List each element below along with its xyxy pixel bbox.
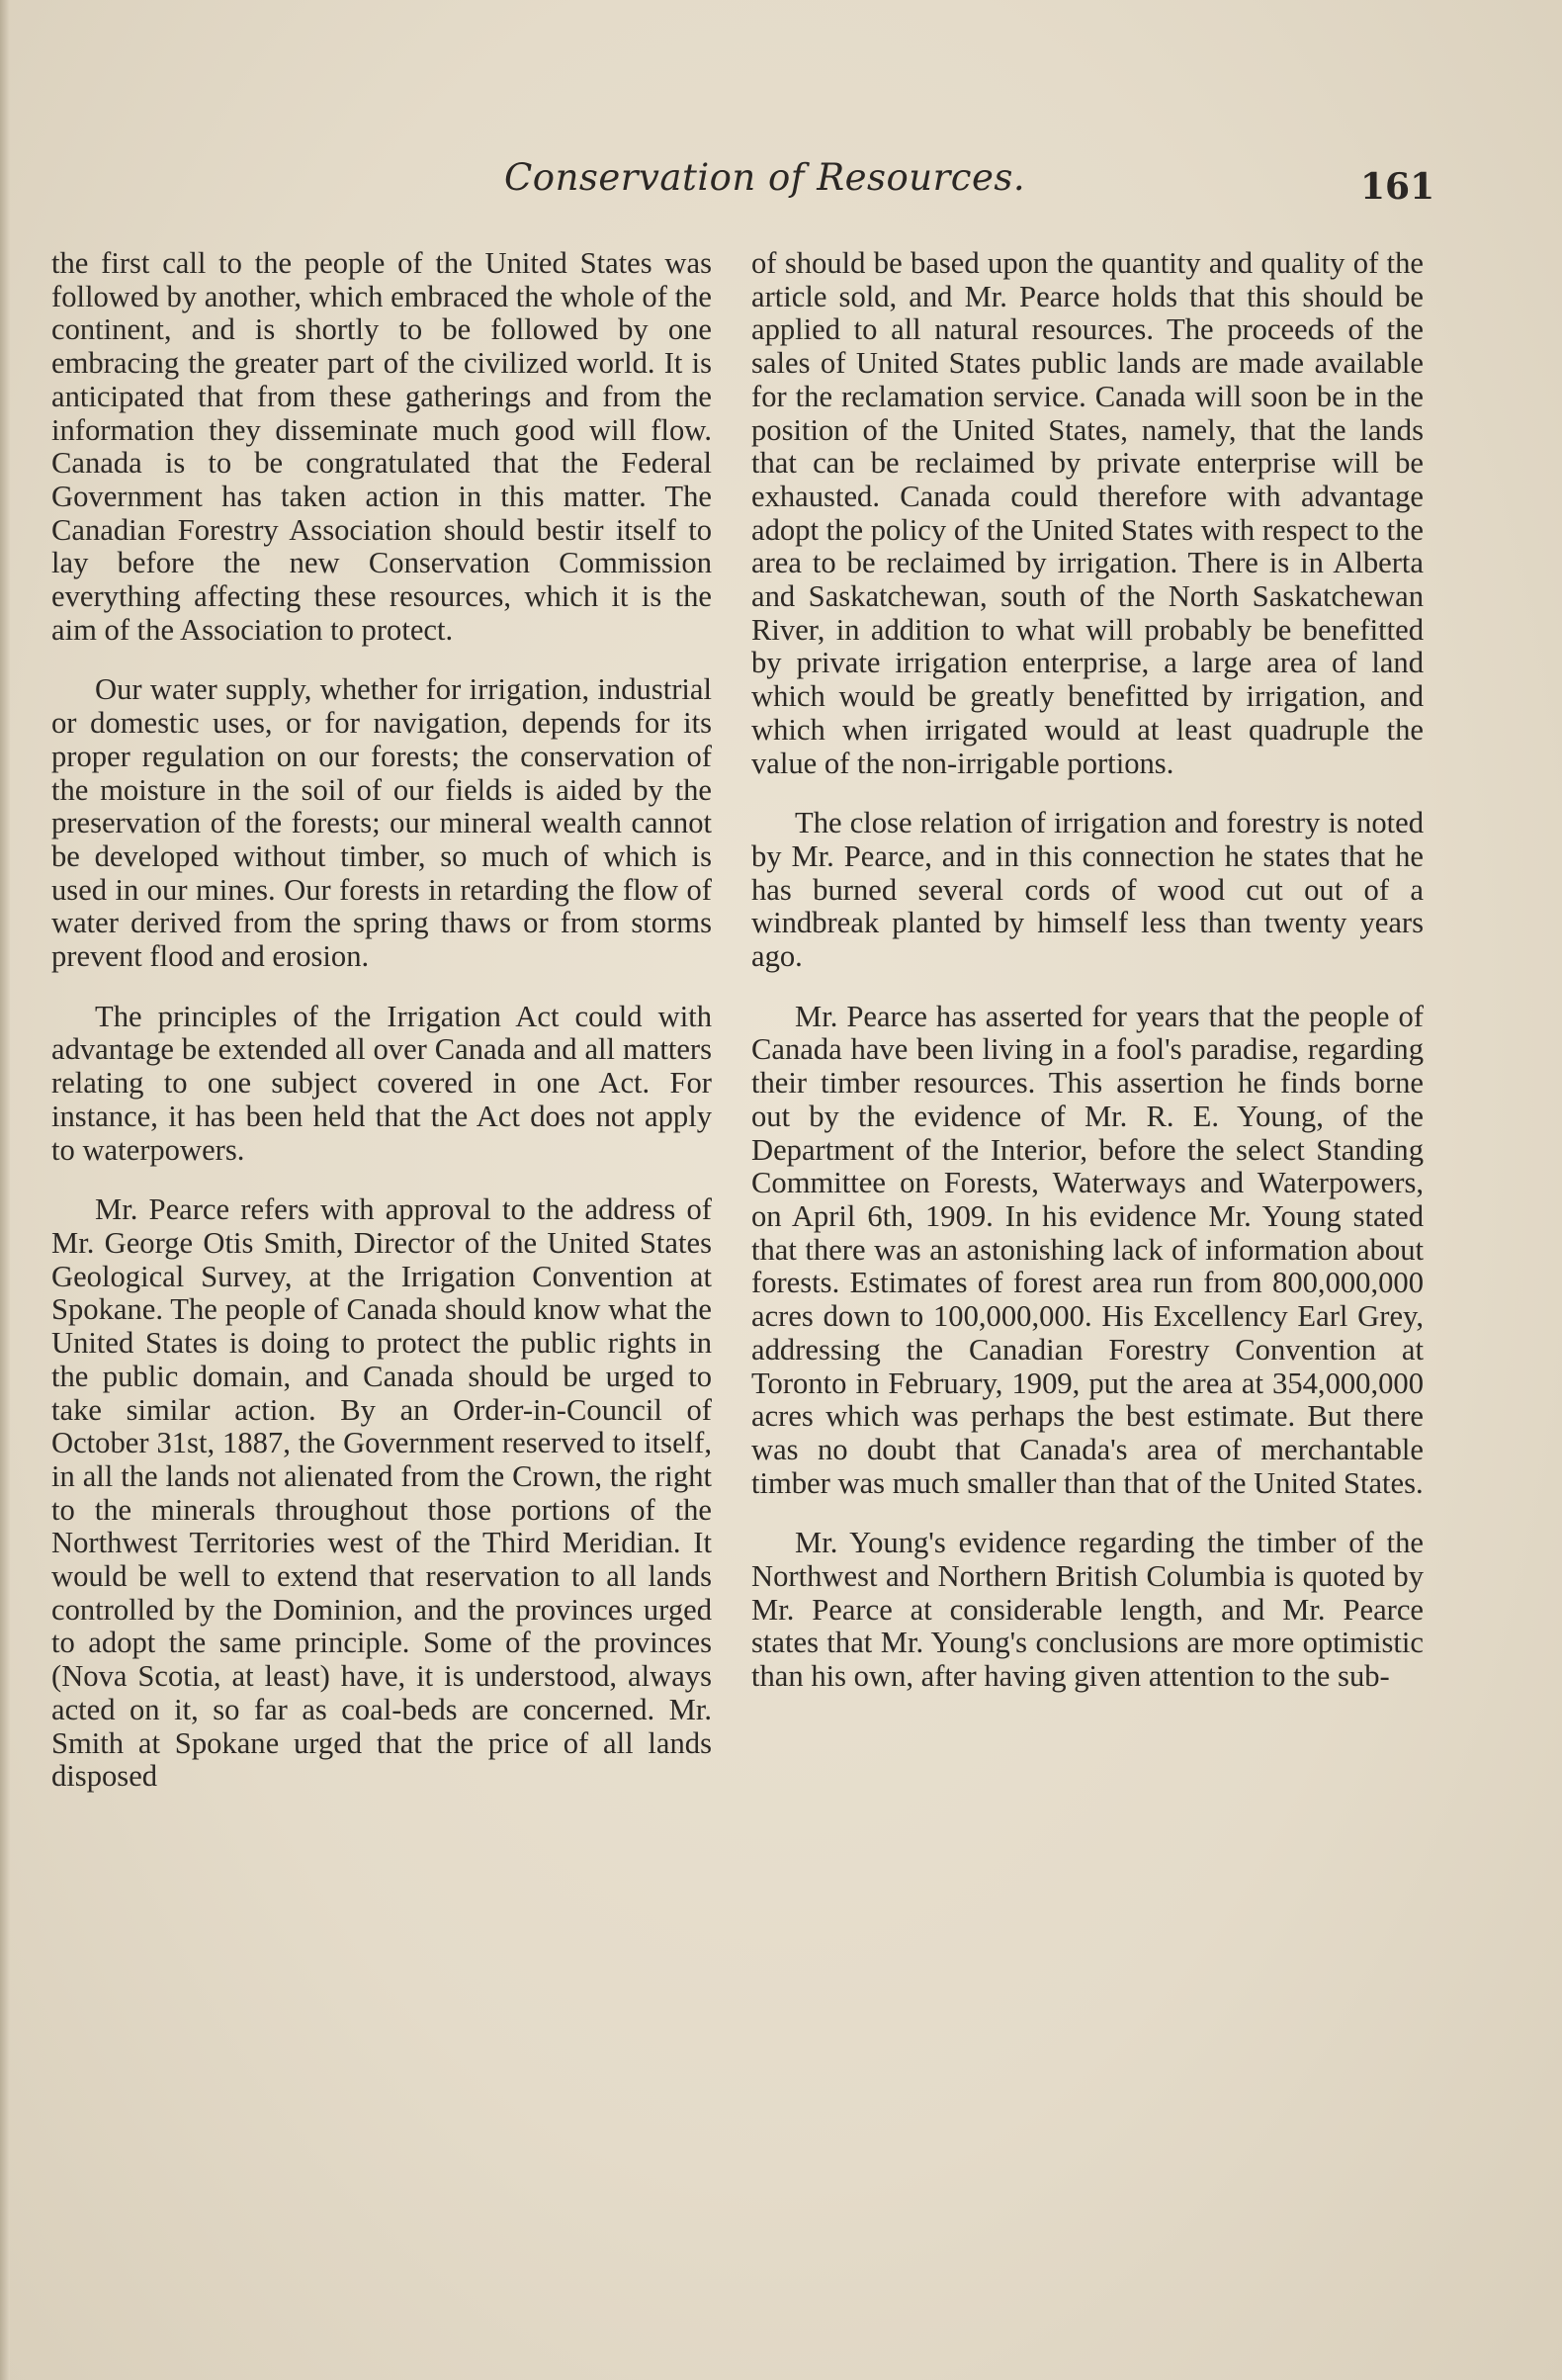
right-paragraph-3: Mr. Pearce has asserted for years that the people of Canada have been living in a fool's paradise, regarding their timber resources. This assertion he finds borne out by the evidence of Mr. R. E. Young, of the Department of the Interior, before the select Standing Committee on Forests, Waterways and Waterpowers, on April 6th, 1909. In his evidence Mr. Young stated that there was an astonishing lack of information about forests. Estimates of forest area run from 800,000,000 acres down to 100,000,000. His Excellency Earl Grey, addressing the Canadian Forestry Convention at Toronto in February, 1909, put the area at 354,000,000 acres which was perhaps the best estimate. But there was no doubt that Canada's area of merchantable timber was much smaller than that of the United States. [751,999,1424,1500]
left-paragraph-3: The principles of the Irrigation Act could with advantage be extended all over Canada and all matters relating to one subject covered in one Act. For instance, it has been held that the Act does not apply to waterpowers. [51,999,712,1167]
right-paragraph-1: of should be based upon the quantity and quality of the article sold, and Mr. Pearce holds that this should be applied to all natural resources. The proceeds of the sales of United States public lands are made available for the reclamation service. Canada will soon be in the position of the United States, namely, that the lands that can be reclaimed by private enterprise will be exhausted. Canada could therefore with advantage adopt the policy of the United States with respect to the area to be reclaimed by irrigation. There is in Alberta and Saskatchewan, south of the North Saskatchewan River, in addition to what will probably be benefitted by private irrigation enterprise, a large area of land which would be greatly benefitted by irrigation, and which when irrigated would at least quadruple the value of the non-irrigable portions. [751,246,1424,780]
right-column [751,247,1424,1720]
page-binding-edge [0,0,10,2380]
left-column [51,247,712,1820]
running-title: Conservation of Resources. [504,156,1026,199]
page-number: 161 [1360,166,1435,208]
right-paragraph-2: The close relation of irrigation and forestry is noted by Mr. Pearce, and in this connection he states that he has burned several cords of wood cut out of a windbreak planted by himself less than twenty years ago. [751,806,1424,974]
left-paragraph-2: Our water supply, whether for irrigation, industrial or domestic uses, or for navigation, depends for its proper regulation on our forests; the conservation of the moisture in the soil of our fields is aided by the preservation of the forests; our mineral wealth cannot be developed without timber, so much of which is used in our mines. Our forests in retarding the flow of water derived from the spring thaws or from storms prevent flood and erosion. [51,672,712,974]
right-paragraph-4: Mr. Young's evidence regarding the timber of the Northwest and Northern British Columbia is quoted by Mr. Pearce at considerable length, and Mr. Pearce states that Mr. Young's conclusions are more optimistic than his own, after having given attention to the sub- [751,1526,1424,1694]
left-paragraph-1: the first call to the people of the United States was followed by another, which embraced the whole of the continent, and is shortly to be followed by one embracing the greater part of the civilized world. It is anticipated that from these gatherings and from the information they disseminate much good will flow. Canada is to be congratulated that the Federal Government has taken action in this matter. The Canadian Forestry Association should bestir itself to lay before the new Conservation Commission everything affecting these resources, which it is the aim of the Association to protect. [51,246,712,647]
left-paragraph-4: Mr. Pearce refers with approval to the address of Mr. George Otis Smith, Director of the United States Geological Survey, at the Irrigation Convention at Spokane. The people of Canada should know what the United States is doing to protect the public rights in the public domain, and Canada should be urged to take similar action. By an Order-in-Council of October 31st, 1887, the Government reserved to itself, in all the lands not alienated from the Crown, the right to the minerals throughout those portions of the Northwest Territories west of the Third Meridian. It would be well to extend that reservation to all lands controlled by the Dominion, and the provinces urged to adopt the same principle. Some of the provinces (Nova Scotia, at least) have, it is understood, always acted on it, so far as coal-beds are concerned. Mr. Smith at Spokane urged that the price of all lands disposed [51,1192,712,1794]
